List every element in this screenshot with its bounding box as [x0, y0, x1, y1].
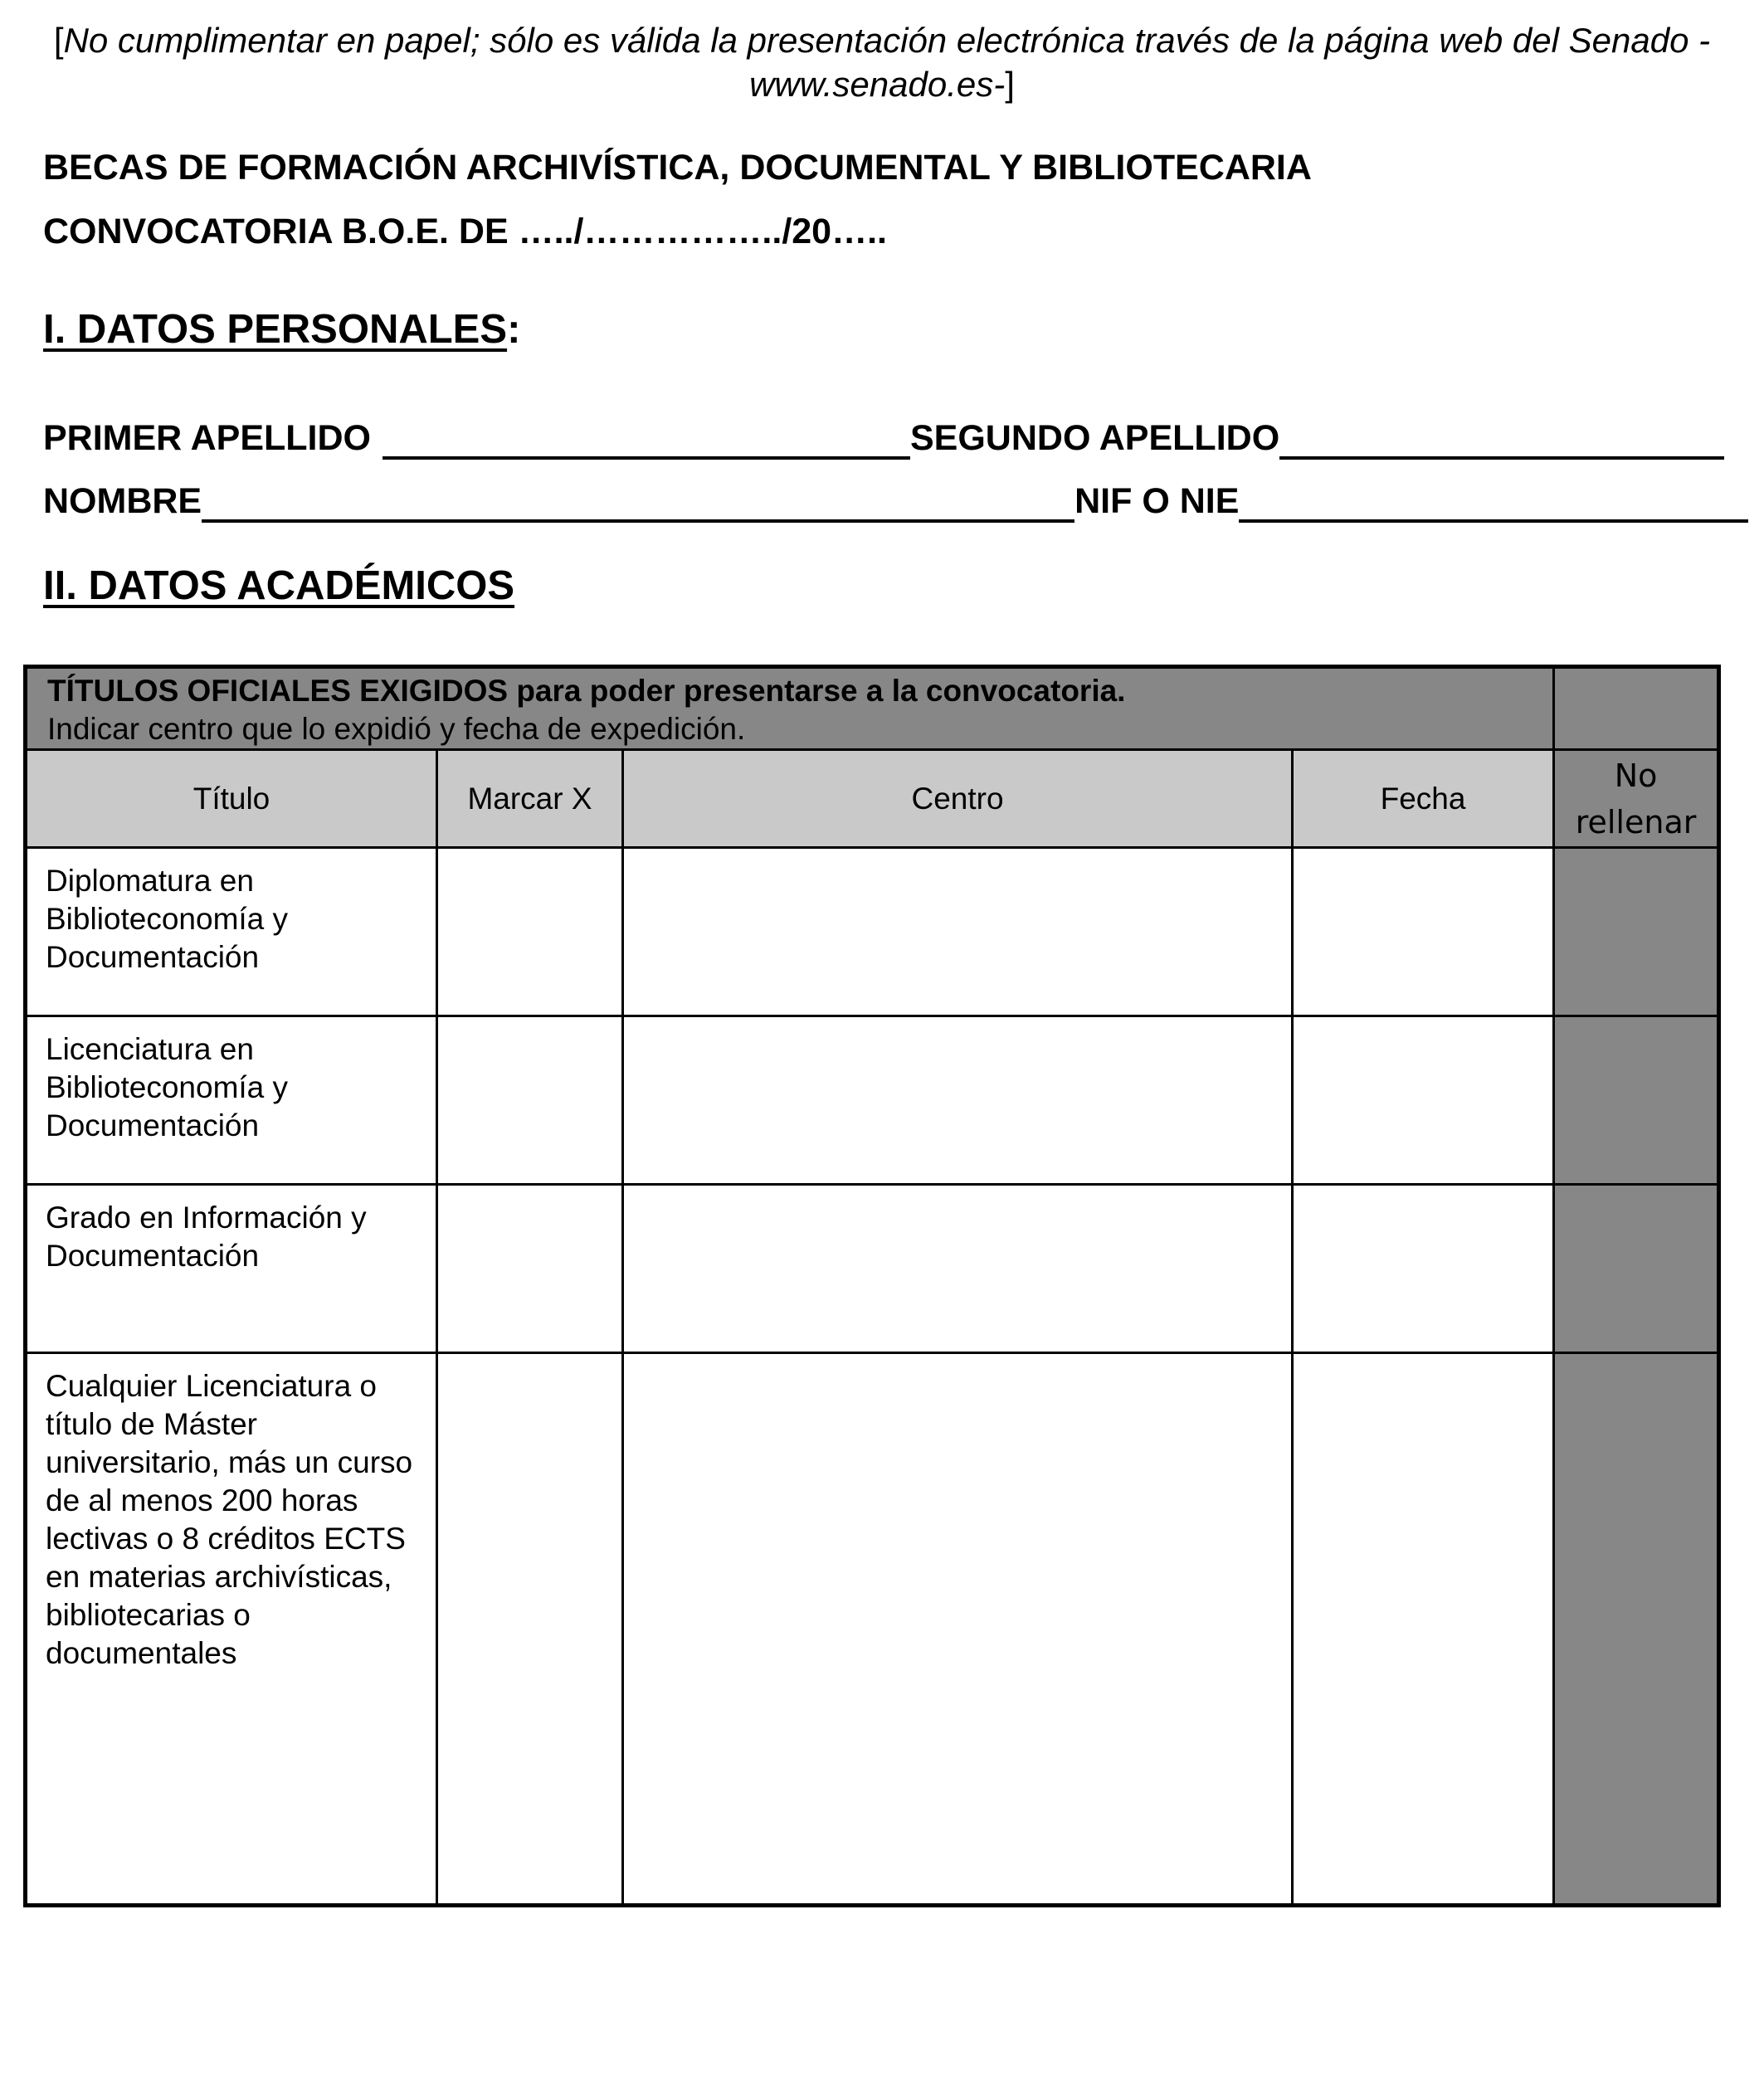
- nif-label: NIF O NIE: [1074, 481, 1240, 521]
- notice-text: No cumplimentar en papel; sólo es válida la presentación electrónica través de la página web del Senado -www.senado.es-: [63, 21, 1711, 104]
- row-marcar-cell[interactable]: [437, 1016, 623, 1185]
- row-fecha-cell[interactable]: [1293, 848, 1554, 1016]
- row-centro-cell[interactable]: [623, 1016, 1293, 1185]
- segundo-apellido-label: SEGUNDO APELLIDO: [909, 418, 1280, 458]
- table-header-row: [26, 667, 1719, 750]
- form-title: BECAS DE FORMACIÓN ARCHIVÍSTICA, DOCUMENTAL Y BIBLIOTECARIA: [43, 148, 1312, 188]
- section-academic-title: II. DATOS ACADÉMICOS: [43, 563, 515, 608]
- surnames-row: [43, 416, 1751, 460]
- primer-apellido-field[interactable]: [383, 423, 910, 460]
- row-centro-cell[interactable]: [623, 1185, 1293, 1353]
- section-personal-title: I. DATOS PERSONALES:: [43, 307, 521, 352]
- row-marcar-cell[interactable]: [437, 1353, 623, 1906]
- row-no-rellenar-cell: [1554, 1353, 1719, 1906]
- table-row: [26, 1353, 1719, 1906]
- electronic-submission-notice: [No cumplimentar en papel; sólo es válida la presentación electrónica través de la página web del Senado -www.senado.es-]: [53, 21, 1711, 104]
- column-header-row: [26, 750, 1719, 848]
- row-centro-cell[interactable]: [623, 848, 1293, 1016]
- table-row: [26, 848, 1719, 1016]
- nombre-field[interactable]: [202, 486, 1074, 523]
- row-titulo: Cualquier Licenciatura o título de Máster universitario, más un curso de al menos 200 horas lectivas o 8 créditos ECTS en materias archivísticas, bibliotecarias o documentales: [26, 1353, 437, 1906]
- row-marcar-cell[interactable]: [437, 848, 623, 1016]
- primer-apellido-label: PRIMER APELLIDO: [43, 418, 371, 458]
- row-titulo: Diplomatura en Biblioteconomía y Documentación: [26, 848, 437, 1016]
- row-titulo: Grado en Información y Documentación: [26, 1185, 437, 1353]
- table-row: [26, 1185, 1719, 1353]
- row-no-rellenar-cell: [1554, 848, 1719, 1016]
- col-no-rellenar: No rellenar: [1554, 750, 1719, 848]
- row-fecha-cell[interactable]: [1293, 1353, 1554, 1906]
- row-fecha-cell[interactable]: [1293, 1016, 1554, 1185]
- titles-table: [23, 665, 1721, 1907]
- col-fecha: Fecha: [1293, 750, 1554, 848]
- name-row: [43, 480, 1751, 523]
- segundo-apellido-field[interactable]: [1279, 423, 1724, 460]
- convocatoria-line: CONVOCATORIA B.O.E. DE …../……………../20…..: [43, 212, 887, 251]
- nif-field[interactable]: [1239, 486, 1748, 523]
- table-header-shaded-cell: [1554, 667, 1719, 750]
- row-centro-cell[interactable]: [623, 1353, 1293, 1906]
- row-titulo: Licenciatura en Biblioteconomía y Documentación: [26, 1016, 437, 1185]
- row-no-rellenar-cell: [1554, 1016, 1719, 1185]
- row-marcar-cell[interactable]: [437, 1185, 623, 1353]
- row-fecha-cell[interactable]: [1293, 1185, 1554, 1353]
- table-header: TÍTULOS OFICIALES EXIGIDOS para poder presentarse a la convocatoria. Indicar centro que lo expidió y fecha de expedición.: [26, 667, 1554, 750]
- nombre-label: NOMBRE: [43, 481, 202, 521]
- row-no-rellenar-cell: [1554, 1185, 1719, 1353]
- col-marcar: Marcar X: [437, 750, 623, 848]
- col-centro: Centro: [623, 750, 1293, 848]
- col-titulo: Título: [26, 750, 437, 848]
- table-row: [26, 1016, 1719, 1185]
